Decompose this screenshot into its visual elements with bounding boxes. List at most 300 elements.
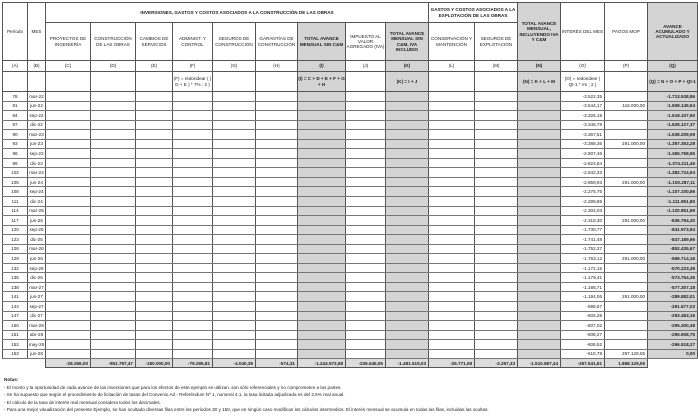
cell-periodo: 123 [3,235,28,245]
cell-avance-acumulado: -296.518,27 [648,340,698,350]
table-row [3,225,698,235]
header-col-o: INTERÉS DEL MES [561,3,605,61]
cell [173,321,213,331]
cell [46,349,91,359]
table-row [3,197,698,207]
cell [256,158,298,168]
cell [46,111,91,121]
cell-avance-acumulado: -1.608.149,54 [648,101,698,111]
cell [173,139,213,149]
cell [475,92,518,102]
cell-avance-acumulado: -566.714,16 [648,254,698,264]
header-col-k: TOTAL AVANCE MENSUAL SIN C&M, IVA INCLUIDO [386,23,429,61]
cell-pagos-mop [605,158,648,168]
cell-mes: jun-24 [28,177,46,187]
cell [429,168,475,178]
table-row [3,273,698,283]
cell [346,130,386,140]
total-o: -357.541,61 [561,359,605,368]
cell-periodo: 111 [3,197,28,207]
cell-avance-acumulado: -1.365.758,95 [648,149,698,159]
total-g: -4.040,39 [213,359,256,368]
cell-avance-acumulado: -573.754,36 [648,273,698,283]
cell [298,158,346,168]
column-letter: (B) [28,61,46,72]
cell-periodo: 117 [3,216,28,226]
cell-avance-acumulado: -1.713.538,86 [648,92,698,102]
cell [475,177,518,187]
cell [429,206,475,216]
cell-pagos-mop [605,311,648,321]
cell [256,206,298,216]
cell-mes: mar-28 [28,321,46,331]
cell-interes: -2.824,84 [561,158,605,168]
cell [475,101,518,111]
cell [346,158,386,168]
cell [475,340,518,350]
cell [256,311,298,321]
cell [475,187,518,197]
table-row [3,292,698,302]
cell-pagos-mop [605,302,648,312]
cell [256,330,298,340]
table-row [3,187,698,197]
cell-periodo: 141 [3,292,28,302]
cell [346,206,386,216]
cell [298,216,346,226]
column-letter: (P) [605,61,648,72]
cell [46,187,91,197]
cell [346,235,386,245]
cell [91,330,136,340]
cell-pagos-mop [605,244,648,254]
cell-mes: sep-22 [28,111,46,121]
cell [518,120,561,130]
cell-periodo: 135 [3,273,28,283]
cell [346,168,386,178]
cell [213,235,256,245]
column-letter: (O) [561,61,605,72]
cell-interes: -1.752,27 [561,244,605,254]
cell-mes: dic-22 [28,120,46,130]
cell [256,244,298,254]
cell-pagos-mop: 116.000,00 [605,101,648,111]
header-periodo: Período [3,3,28,61]
table-row [3,302,698,312]
empty-cell [648,359,698,368]
cell-periodo: 138 [3,282,28,292]
cell [256,130,298,140]
cell [429,340,475,350]
cell [213,292,256,302]
header-col-f: ADMINIST. Y CONTROL [173,23,213,61]
cell [173,92,213,102]
cell [136,187,173,197]
cell [298,187,346,197]
formula-n: (N) = K + L + M [518,72,561,92]
cell [518,130,561,140]
column-letter: (Q) [648,61,698,72]
cell [346,340,386,350]
cell [173,187,213,197]
cell [518,349,561,359]
cell [346,330,386,340]
cell [136,235,173,245]
cell [475,330,518,340]
cell-interes: -2.318,30 [561,216,605,226]
cell [518,311,561,321]
cell [429,244,475,254]
cell-interes: -3.522,35 [561,92,605,102]
cell-mes: jun-26 [28,254,46,264]
formula-i: (I) = C + D + E + F + G + H [298,72,346,92]
cell-avance-acumulado: -847.189,66 [648,235,698,245]
cell-periodo: 90 [3,130,28,140]
cell [346,282,386,292]
cell [518,273,561,283]
cell-periodo: 153 [3,349,28,359]
cell [91,111,136,121]
table-row [3,216,698,226]
cell [386,225,429,235]
cell-pagos-mop: 291.000,00 [605,177,648,187]
cell [136,168,173,178]
cell [256,149,298,159]
cell [46,197,91,207]
formula-f: (F) = redondear ( ( D + E ) * 7% ; 2 ) [173,72,213,92]
cell [475,120,518,130]
cell-avance-acumulado: -852.435,67 [648,244,698,254]
financial-table [2,2,698,368]
cell [298,101,346,111]
cell [256,177,298,187]
cell [475,273,518,283]
cell [518,340,561,350]
cell [475,244,518,254]
cell [346,311,386,321]
cell [91,340,136,350]
cell-interes: -2.304,03 [561,206,605,216]
cell [173,244,213,254]
table-row [3,282,698,292]
cell [518,206,561,216]
table-row [3,177,698,187]
cell [298,149,346,159]
cell-avance-acumulado: -1.111.951,80 [648,197,698,207]
cell [298,206,346,216]
cell [173,330,213,340]
cell [136,311,173,321]
cell [136,158,173,168]
cell [91,292,136,302]
cell [298,111,346,121]
cell [386,168,429,178]
cell-interes: -3.326,19 [561,111,605,121]
cell [518,101,561,111]
cell-pagos-mop [605,340,648,350]
cell [518,225,561,235]
cell [213,120,256,130]
cell [518,235,561,245]
cell [213,282,256,292]
table-row [3,340,698,350]
cell [386,263,429,273]
cell [346,139,386,149]
cell-avance-acumulado: -570.223,39 [648,263,698,273]
cell [213,330,256,340]
cell [346,273,386,283]
cell [386,302,429,312]
cell [346,302,386,312]
cell [298,282,346,292]
cell [46,254,91,264]
cell [298,292,346,302]
total-f: -79.295,81 [173,359,213,368]
table-row [3,149,698,159]
cell [518,254,561,264]
cell [91,225,136,235]
cell [136,225,173,235]
cell-periodo: 152 [3,340,28,350]
cell [256,302,298,312]
cell-periodo: 129 [3,254,28,264]
cell-periodo: 150 [3,321,28,331]
cell-pagos-mop [605,330,648,340]
header-col-q: AVANCE ACUMULADO Y ACTUALIZADO [648,3,698,61]
table-row [3,321,698,331]
cell [173,111,213,121]
cell-mes: mar-24 [28,168,46,178]
cell [475,254,518,264]
empty-cell [28,359,46,368]
cell-pagos-mop [605,273,648,283]
table-row [3,235,698,245]
cell [429,330,475,340]
cell [91,235,136,245]
cell [256,273,298,283]
cell [46,206,91,216]
cell-periodo: 87 [3,120,28,130]
cell [256,254,298,264]
cell [256,92,298,102]
cell-pagos-mop: 291.000,00 [605,254,648,264]
cell [136,206,173,216]
total-d: -951.797,47 [91,359,136,368]
column-letter: (C) [46,61,91,72]
cell [213,302,256,312]
cell [429,216,475,226]
total-k: -1.481.519,03 [386,359,429,368]
table-row [3,130,698,140]
cell [213,130,256,140]
cell [91,254,136,264]
cell-pagos-mop [605,92,648,102]
cell [173,349,213,359]
cell [136,92,173,102]
cell-avance-acumulado: -1.120.851,69 [648,206,698,216]
header-col-h: GARANTÍAS DE CONSTRUCCIÓN [256,23,298,61]
column-letter: (D) [91,61,136,72]
cell [256,168,298,178]
cell [475,263,518,273]
cell [429,321,475,331]
cell [518,177,561,187]
column-letter: (K) [386,61,429,72]
table-row [3,263,698,273]
cell-pagos-mop [605,149,648,159]
cell [429,177,475,187]
cell [173,235,213,245]
cell [346,292,386,302]
cell-interes: -2.842,33 [561,168,605,178]
cell [298,130,346,140]
cell [298,263,346,273]
cell-interes: -608,27 [561,330,605,340]
cell-interes: -609,52 [561,340,605,350]
header-col-c: PROYECTOS DE INGENIERÍA [46,23,91,61]
cell [346,187,386,197]
cell [91,149,136,159]
cell-mes: sep-27 [28,302,46,312]
cell [298,349,346,359]
notes-title: Notas: [4,377,19,382]
formula-k: (K) = I + J [386,72,429,92]
cell [136,330,173,340]
cell [475,206,518,216]
cell [213,273,256,283]
cell [213,149,256,159]
cell [256,235,298,245]
header-col-d: CONSTRUCCIÓN DE LAS OBRAS [91,23,136,61]
cell [256,340,298,350]
cell-avance-acumulado: -841.973,94 [648,225,698,235]
cell [213,206,256,216]
cell [298,311,346,321]
header-col-l: CONSERVACIÓN Y MANTENCIÓN [429,23,475,61]
cell [386,244,429,254]
cell [429,197,475,207]
cell-pagos-mop [605,225,648,235]
table-row [3,101,698,111]
cell-interes: -1.172,15 [561,263,605,273]
cell-interes: -2.807,46 [561,149,605,159]
cell [46,120,91,130]
cell-mes: mar-25 [28,206,46,216]
cell-avance-acumulado: -1.628.127,37 [648,120,698,130]
cell-avance-acumulado: -1.100.287,11 [648,177,698,187]
cell [136,282,173,292]
cell-avance-acumulado: -1.374.211,46 [648,158,698,168]
cell-pagos-mop: 291.000,00 [605,216,648,226]
notes [4,376,694,414]
cell [386,111,429,121]
cell-mes: jun-23 [28,139,46,149]
cell [136,130,173,140]
cell [46,321,91,331]
cell [173,216,213,226]
cell [256,111,298,121]
cell [346,92,386,102]
cell-mes: dic-24 [28,197,46,207]
header-col-p: PAGOS MOP [605,3,648,61]
cell [46,302,91,312]
cell-mes: dic-25 [28,235,46,245]
cell-interes: -1.179,41 [561,273,605,283]
cell-avance-acumulado: -1.107.100,86 [648,187,698,197]
column-letter: (I) [298,61,346,72]
cell [518,197,561,207]
cell [256,120,298,130]
cell-mes: sep-24 [28,187,46,197]
cell [173,149,213,159]
total-i: -1.244.973,98 [298,359,346,368]
cell [213,321,256,331]
cell [46,168,91,178]
cell [256,187,298,197]
cell [46,330,91,340]
cell [475,282,518,292]
cell [386,130,429,140]
cell [173,206,213,216]
cell [46,216,91,226]
cell [386,273,429,283]
cell [475,292,518,302]
total-m: -3.297,33 [475,359,518,368]
cell [173,158,213,168]
cell [518,92,561,102]
cell [213,244,256,254]
cell-avance-acumulado: -577.307,18 [648,282,698,292]
cell-pagos-mop [605,197,648,207]
cell-periodo: 105 [3,177,28,187]
cell-interes: -1.741,48 [561,235,605,245]
header-col-j: IMPUESTO AL VALOR AGREGADO (IVA) [346,23,386,61]
cell-pagos-mop [605,120,648,130]
cell-mes: mar-26 [28,244,46,254]
cell-interes: -3.544,17 [561,101,605,111]
cell-avance-acumulado: -1.357.353,28 [648,139,698,149]
cell [46,273,91,283]
cell [213,139,256,149]
column-letter: (A) [3,61,28,72]
cell-interes: -3.346,78 [561,120,605,130]
cell [518,216,561,226]
cell [136,263,173,273]
cell-pagos-mop [605,321,648,331]
cell [386,216,429,226]
cell [518,330,561,340]
cell-periodo: 132 [3,263,28,273]
cell [173,120,213,130]
cell [136,302,173,312]
cell [136,177,173,187]
cell [518,187,561,197]
cell [518,282,561,292]
cell-mes: dic-23 [28,158,46,168]
header-col-n: TOTAL AVANCE MENSUAL, INCLUYENDO IVA Y C&M [518,3,561,61]
table-row [3,158,698,168]
column-letter: (G) [213,61,256,72]
cell [91,311,136,321]
cell [475,216,518,226]
cell [136,149,173,159]
cell [213,187,256,197]
column-letter: (L) [429,61,475,72]
cell-periodo: 147 [3,311,28,321]
cell [346,120,386,130]
cell [46,282,91,292]
cell-mes: mar-23 [28,130,46,140]
